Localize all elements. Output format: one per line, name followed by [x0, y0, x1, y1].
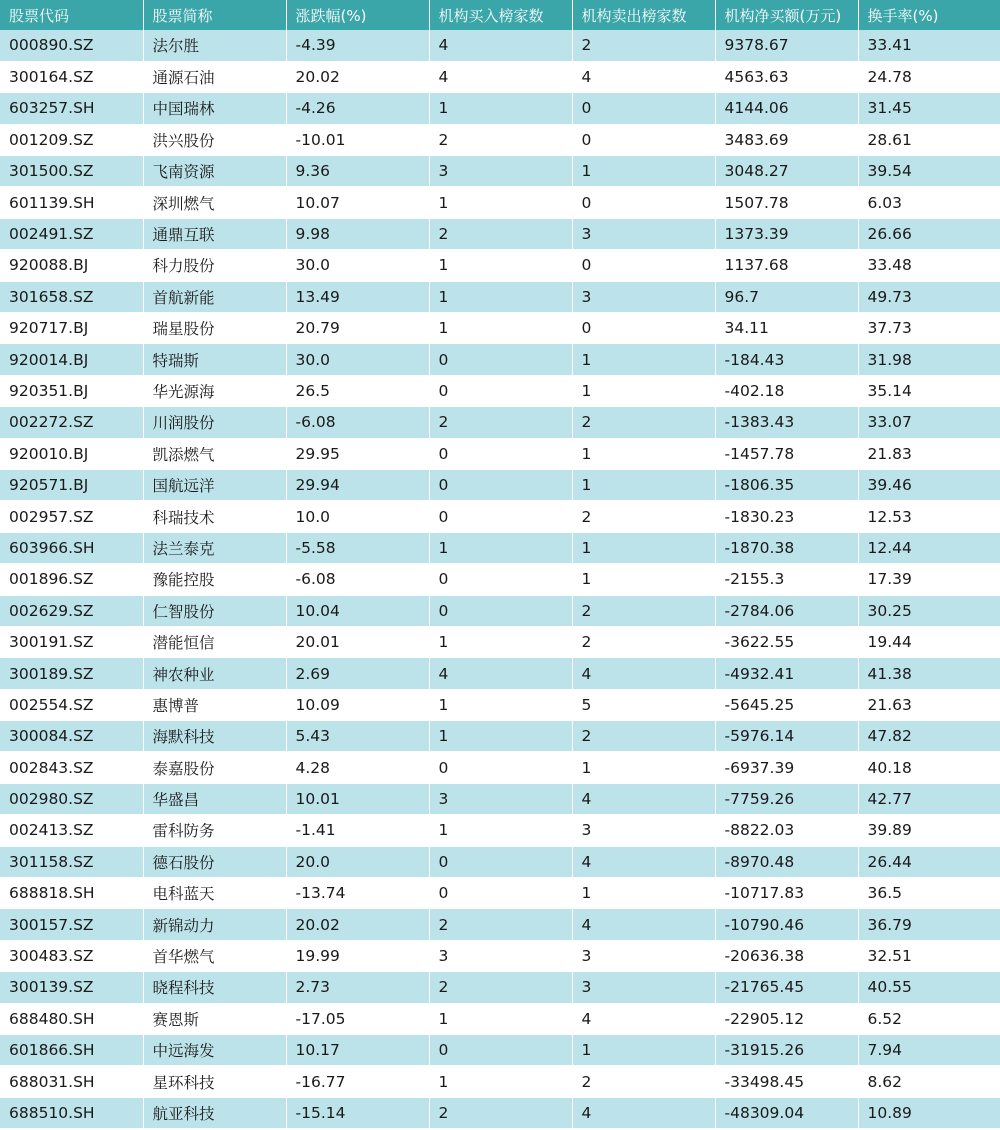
cell-inst-net-buy: -8970.48 — [715, 846, 858, 877]
cell-stock-code: 688818.SH — [0, 878, 143, 909]
cell-stock-name: 雷科防务 — [143, 815, 286, 846]
cell-change-pct: 10.09 — [286, 689, 429, 720]
cell-change-pct: -6.08 — [286, 407, 429, 438]
cell-turnover-rate: 37.73 — [858, 313, 1000, 344]
cell-stock-name: 飞南资源 — [143, 156, 286, 187]
cell-turnover-rate: 17.39 — [858, 564, 1000, 595]
cell-inst-sell-count: 1 — [572, 344, 715, 375]
cell-change-pct: 20.0 — [286, 846, 429, 877]
cell-change-pct: -4.26 — [286, 93, 429, 124]
cell-change-pct: 30.0 — [286, 250, 429, 281]
cell-change-pct: 5.43 — [286, 721, 429, 752]
header-inst-sell-count[interactable]: 机构卖出榜家数 — [572, 0, 715, 30]
cell-inst-buy-count: 1 — [429, 721, 572, 752]
cell-inst-net-buy: -1383.43 — [715, 407, 858, 438]
header-stock-code[interactable]: 股票代码 — [0, 0, 143, 30]
table-row[interactable] — [0, 846, 1000, 877]
cell-inst-net-buy: -4932.41 — [715, 658, 858, 689]
table-row[interactable] — [0, 344, 1000, 375]
table-row[interactable] — [0, 940, 1000, 971]
cell-change-pct: 10.01 — [286, 783, 429, 814]
table-row[interactable] — [0, 1035, 1000, 1066]
header-row — [0, 0, 1000, 30]
cell-inst-buy-count: 0 — [429, 564, 572, 595]
cell-stock-name: 特瑞斯 — [143, 344, 286, 375]
cell-inst-net-buy: 1507.78 — [715, 187, 858, 218]
cell-inst-buy-count: 0 — [429, 469, 572, 500]
cell-stock-name: 神农种业 — [143, 658, 286, 689]
cell-stock-code: 001209.SZ — [0, 124, 143, 155]
cell-inst-sell-count: 4 — [572, 909, 715, 940]
cell-inst-buy-count: 0 — [429, 501, 572, 532]
cell-inst-sell-count: 3 — [572, 815, 715, 846]
cell-inst-buy-count: 0 — [429, 595, 572, 626]
cell-change-pct: 2.69 — [286, 658, 429, 689]
cell-inst-buy-count: 1 — [429, 689, 572, 720]
cell-change-pct: 10.07 — [286, 187, 429, 218]
cell-inst-buy-count: 1 — [429, 1003, 572, 1034]
cell-stock-code: 002957.SZ — [0, 501, 143, 532]
cell-stock-name: 瑞星股份 — [143, 313, 286, 344]
cell-inst-buy-count: 4 — [429, 658, 572, 689]
cell-inst-buy-count: 2 — [429, 124, 572, 155]
cell-inst-net-buy: -2155.3 — [715, 564, 858, 595]
table-row[interactable] — [0, 752, 1000, 783]
cell-stock-code: 002272.SZ — [0, 407, 143, 438]
cell-inst-sell-count: 4 — [572, 61, 715, 92]
cell-stock-code: 688510.SH — [0, 1097, 143, 1128]
cell-inst-sell-count: 0 — [572, 124, 715, 155]
cell-turnover-rate: 24.78 — [858, 61, 1000, 92]
cell-stock-code: 603966.SH — [0, 532, 143, 563]
cell-stock-name: 华盛昌 — [143, 783, 286, 814]
cell-inst-sell-count: 4 — [572, 783, 715, 814]
cell-inst-sell-count: 2 — [572, 721, 715, 752]
cell-stock-name: 星环科技 — [143, 1066, 286, 1097]
cell-inst-net-buy: -1830.23 — [715, 501, 858, 532]
table-row[interactable] — [0, 721, 1000, 752]
cell-inst-buy-count: 1 — [429, 187, 572, 218]
cell-turnover-rate: 33.07 — [858, 407, 1000, 438]
cell-turnover-rate: 8.62 — [858, 1066, 1000, 1097]
cell-stock-code: 301658.SZ — [0, 281, 143, 312]
cell-inst-sell-count: 2 — [572, 30, 715, 61]
cell-inst-net-buy: -10717.83 — [715, 878, 858, 909]
table-row[interactable] — [0, 250, 1000, 281]
cell-stock-code: 688031.SH — [0, 1066, 143, 1097]
cell-turnover-rate: 41.38 — [858, 658, 1000, 689]
cell-change-pct: 10.0 — [286, 501, 429, 532]
cell-inst-buy-count: 2 — [429, 407, 572, 438]
table-row[interactable] — [0, 281, 1000, 312]
cell-stock-code: 002843.SZ — [0, 752, 143, 783]
cell-inst-sell-count: 1 — [572, 752, 715, 783]
cell-inst-net-buy: 4144.06 — [715, 93, 858, 124]
cell-stock-name: 豫能控股 — [143, 564, 286, 595]
cell-stock-name: 新锦动力 — [143, 909, 286, 940]
cell-change-pct: 4.28 — [286, 752, 429, 783]
cell-inst-sell-count: 1 — [572, 375, 715, 406]
cell-turnover-rate: 39.89 — [858, 815, 1000, 846]
header-stock-name[interactable]: 股票简称 — [143, 0, 286, 30]
cell-inst-net-buy: -8822.03 — [715, 815, 858, 846]
cell-turnover-rate: 40.55 — [858, 972, 1000, 1003]
cell-inst-sell-count: 2 — [572, 501, 715, 532]
cell-turnover-rate: 31.45 — [858, 93, 1000, 124]
cell-inst-buy-count: 1 — [429, 532, 572, 563]
table-row[interactable] — [0, 532, 1000, 563]
cell-inst-sell-count: 1 — [572, 564, 715, 595]
cell-change-pct: 29.95 — [286, 438, 429, 469]
cell-turnover-rate: 12.44 — [858, 532, 1000, 563]
cell-turnover-rate: 19.44 — [858, 626, 1000, 657]
cell-inst-sell-count: 1 — [572, 532, 715, 563]
cell-turnover-rate: 36.79 — [858, 909, 1000, 940]
cell-turnover-rate: 26.66 — [858, 218, 1000, 249]
cell-change-pct: -5.58 — [286, 532, 429, 563]
cell-stock-name: 国航远洋 — [143, 469, 286, 500]
cell-stock-name: 川润股份 — [143, 407, 286, 438]
cell-stock-code: 920088.BJ — [0, 250, 143, 281]
cell-stock-code: 603257.SH — [0, 93, 143, 124]
table-row[interactable] — [0, 438, 1000, 469]
cell-change-pct: -17.05 — [286, 1003, 429, 1034]
cell-turnover-rate: 49.73 — [858, 281, 1000, 312]
cell-stock-code: 300164.SZ — [0, 61, 143, 92]
cell-stock-name: 航亚科技 — [143, 1097, 286, 1128]
cell-inst-net-buy: -48309.04 — [715, 1097, 858, 1128]
cell-inst-net-buy: -1457.78 — [715, 438, 858, 469]
cell-stock-name: 科力股份 — [143, 250, 286, 281]
cell-inst-buy-count: 3 — [429, 156, 572, 187]
cell-inst-buy-count: 1 — [429, 281, 572, 312]
cell-inst-buy-count: 0 — [429, 846, 572, 877]
cell-change-pct: 20.02 — [286, 909, 429, 940]
cell-stock-code: 002980.SZ — [0, 783, 143, 814]
cell-inst-sell-count: 2 — [572, 595, 715, 626]
cell-inst-buy-count: 1 — [429, 250, 572, 281]
table-row[interactable] — [0, 1003, 1000, 1034]
cell-inst-net-buy: -20636.38 — [715, 940, 858, 971]
cell-turnover-rate: 33.48 — [858, 250, 1000, 281]
cell-change-pct: 9.98 — [286, 218, 429, 249]
table-row[interactable] — [0, 375, 1000, 406]
cell-inst-sell-count: 0 — [572, 93, 715, 124]
cell-inst-sell-count: 0 — [572, 313, 715, 344]
cell-inst-buy-count: 0 — [429, 344, 572, 375]
cell-inst-buy-count: 1 — [429, 1066, 572, 1097]
cell-stock-code: 002629.SZ — [0, 595, 143, 626]
cell-turnover-rate: 40.18 — [858, 752, 1000, 783]
cell-stock-code: 300191.SZ — [0, 626, 143, 657]
cell-turnover-rate: 7.94 — [858, 1035, 1000, 1066]
table-row[interactable] — [0, 564, 1000, 595]
cell-stock-name: 中国瑞林 — [143, 93, 286, 124]
cell-stock-code: 300084.SZ — [0, 721, 143, 752]
cell-change-pct: -16.77 — [286, 1066, 429, 1097]
cell-inst-buy-count: 1 — [429, 93, 572, 124]
cell-inst-net-buy: 3048.27 — [715, 156, 858, 187]
cell-inst-net-buy: -10790.46 — [715, 909, 858, 940]
header-change-pct[interactable]: 涨跌幅(%) — [286, 0, 429, 30]
table-row[interactable] — [0, 61, 1000, 92]
table-header — [0, 0, 1000, 30]
cell-inst-sell-count: 2 — [572, 407, 715, 438]
cell-stock-name: 泰嘉股份 — [143, 752, 286, 783]
cell-stock-code: 920010.BJ — [0, 438, 143, 469]
cell-inst-sell-count: 4 — [572, 658, 715, 689]
cell-stock-code: 920717.BJ — [0, 313, 143, 344]
cell-change-pct: 20.79 — [286, 313, 429, 344]
cell-change-pct: -13.74 — [286, 878, 429, 909]
table-row[interactable] — [0, 815, 1000, 846]
cell-stock-code: 601139.SH — [0, 187, 143, 218]
header-turnover-rate[interactable]: 换手率(%) — [867, 6, 939, 25]
table-row[interactable] — [0, 783, 1000, 814]
cell-inst-net-buy: 4563.63 — [715, 61, 858, 92]
header-inst-net-buy[interactable]: 机构净买额(万元) — [715, 0, 858, 30]
cell-change-pct: -1.41 — [286, 815, 429, 846]
cell-stock-name: 通鼎互联 — [143, 218, 286, 249]
cell-inst-net-buy: 96.7 — [715, 281, 858, 312]
cell-inst-net-buy: -33498.45 — [715, 1066, 858, 1097]
cell-inst-buy-count: 0 — [429, 878, 572, 909]
cell-stock-name: 凯添燃气 — [143, 438, 286, 469]
cell-change-pct: 30.0 — [286, 344, 429, 375]
cell-inst-net-buy: -6937.39 — [715, 752, 858, 783]
cell-stock-name: 仁智股份 — [143, 595, 286, 626]
cell-stock-name: 德石股份 — [143, 846, 286, 877]
cell-inst-sell-count: 3 — [572, 940, 715, 971]
cell-inst-buy-count: 1 — [429, 313, 572, 344]
cell-stock-name: 首华燃气 — [143, 940, 286, 971]
cell-inst-sell-count: 1 — [572, 156, 715, 187]
cell-inst-net-buy: -5976.14 — [715, 721, 858, 752]
table-row[interactable] — [0, 30, 1000, 61]
table-row[interactable] — [0, 187, 1000, 218]
cell-inst-sell-count: 1 — [572, 469, 715, 500]
cell-inst-buy-count: 4 — [429, 61, 572, 92]
cell-stock-code: 000890.SZ — [0, 30, 143, 61]
cell-turnover-rate: 28.61 — [858, 124, 1000, 155]
cell-stock-name: 首航新能 — [143, 281, 286, 312]
cell-turnover-rate: 21.63 — [858, 689, 1000, 720]
cell-turnover-rate: 30.25 — [858, 595, 1000, 626]
cell-change-pct: 2.73 — [286, 972, 429, 1003]
cell-turnover-rate: 32.51 — [858, 940, 1000, 971]
cell-inst-net-buy: -5645.25 — [715, 689, 858, 720]
cell-inst-sell-count: 4 — [572, 1003, 715, 1034]
cell-turnover-rate: 42.77 — [858, 783, 1000, 814]
table-body — [0, 30, 1000, 1129]
cell-inst-net-buy: -184.43 — [715, 344, 858, 375]
cell-inst-net-buy: 3483.69 — [715, 124, 858, 155]
cell-turnover-rate: 47.82 — [858, 721, 1000, 752]
cell-turnover-rate: 10.89 — [858, 1097, 1000, 1128]
cell-change-pct: 10.17 — [286, 1035, 429, 1066]
cell-stock-code: 002554.SZ — [0, 689, 143, 720]
cell-turnover-rate: 35.14 — [858, 375, 1000, 406]
cell-inst-sell-count: 0 — [572, 250, 715, 281]
cell-inst-sell-count: 2 — [572, 1066, 715, 1097]
cell-stock-name: 洪兴股份 — [143, 124, 286, 155]
cell-inst-sell-count: 1 — [572, 878, 715, 909]
cell-inst-sell-count: 1 — [572, 438, 715, 469]
cell-stock-name: 通源石油 — [143, 61, 286, 92]
cell-stock-code: 002413.SZ — [0, 815, 143, 846]
cell-change-pct: 20.01 — [286, 626, 429, 657]
table-row[interactable] — [0, 658, 1000, 689]
cell-stock-name: 科瑞技术 — [143, 501, 286, 532]
table-row[interactable] — [0, 407, 1000, 438]
table-row[interactable] — [0, 1097, 1000, 1128]
cell-inst-sell-count: 1 — [572, 1035, 715, 1066]
table-row[interactable] — [0, 313, 1000, 344]
cell-inst-sell-count: 2 — [572, 626, 715, 657]
cell-stock-code: 001896.SZ — [0, 564, 143, 595]
cell-inst-net-buy: -31915.26 — [715, 1035, 858, 1066]
table-row[interactable] — [0, 501, 1000, 532]
cell-inst-net-buy: -2784.06 — [715, 595, 858, 626]
cell-stock-code: 300157.SZ — [0, 909, 143, 940]
cell-inst-buy-count: 1 — [429, 815, 572, 846]
cell-turnover-rate: 39.46 — [858, 469, 1000, 500]
table-row[interactable] — [0, 595, 1000, 626]
table-row[interactable] — [0, 124, 1000, 155]
cell-stock-name: 海默科技 — [143, 721, 286, 752]
cell-inst-sell-count: 4 — [572, 1097, 715, 1128]
cell-stock-name: 法兰泰克 — [143, 532, 286, 563]
cell-inst-buy-count: 3 — [429, 940, 572, 971]
table-row[interactable] — [0, 626, 1000, 657]
cell-inst-sell-count: 3 — [572, 281, 715, 312]
cell-inst-net-buy: 9378.67 — [715, 30, 858, 61]
cell-inst-net-buy: 34.11 — [715, 313, 858, 344]
cell-change-pct: -10.01 — [286, 124, 429, 155]
cell-stock-code: 688480.SH — [0, 1003, 143, 1034]
cell-inst-buy-count: 2 — [429, 218, 572, 249]
cell-change-pct: -4.39 — [286, 30, 429, 61]
cell-inst-net-buy: 1373.39 — [715, 218, 858, 249]
cell-inst-net-buy: -1870.38 — [715, 532, 858, 563]
cell-stock-code: 601866.SH — [0, 1035, 143, 1066]
cell-stock-name: 晓程科技 — [143, 972, 286, 1003]
table-row[interactable] — [0, 909, 1000, 940]
cell-stock-name: 惠博普 — [143, 689, 286, 720]
header-inst-buy-count[interactable]: 机构买入榜家数 — [429, 0, 572, 30]
cell-inst-buy-count: 0 — [429, 752, 572, 783]
cell-inst-buy-count: 2 — [429, 972, 572, 1003]
cell-turnover-rate: 21.83 — [858, 438, 1000, 469]
cell-change-pct: 26.5 — [286, 375, 429, 406]
cell-change-pct: 19.99 — [286, 940, 429, 971]
cell-stock-code: 300483.SZ — [0, 940, 143, 971]
table-row[interactable] — [0, 469, 1000, 500]
table-row[interactable] — [0, 878, 1000, 909]
cell-inst-buy-count: 2 — [429, 1097, 572, 1128]
cell-inst-buy-count: 1 — [429, 626, 572, 657]
cell-change-pct: -15.14 — [286, 1097, 429, 1128]
cell-stock-code: 920351.BJ — [0, 375, 143, 406]
cell-stock-code: 920014.BJ — [0, 344, 143, 375]
cell-inst-sell-count: 0 — [572, 187, 715, 218]
cell-turnover-rate: 31.98 — [858, 344, 1000, 375]
cell-inst-buy-count: 0 — [429, 438, 572, 469]
cell-turnover-rate: 39.54 — [858, 156, 1000, 187]
cell-stock-code: 301158.SZ — [0, 846, 143, 877]
cell-turnover-rate: 36.5 — [858, 878, 1000, 909]
cell-turnover-rate: 33.41 — [858, 30, 1000, 61]
table-row[interactable] — [0, 93, 1000, 124]
cell-stock-name: 赛恩斯 — [143, 1003, 286, 1034]
cell-inst-sell-count: 5 — [572, 689, 715, 720]
cell-stock-name: 深圳燃气 — [143, 187, 286, 218]
cell-inst-net-buy: -402.18 — [715, 375, 858, 406]
table-row[interactable] — [0, 1066, 1000, 1097]
cell-stock-code: 301500.SZ — [0, 156, 143, 187]
cell-turnover-rate: 6.52 — [858, 1003, 1000, 1034]
cell-stock-code: 920571.BJ — [0, 469, 143, 500]
cell-inst-sell-count: 4 — [572, 846, 715, 877]
cell-inst-sell-count: 3 — [572, 218, 715, 249]
cell-stock-name: 法尔胜 — [143, 30, 286, 61]
table-row[interactable] — [0, 218, 1000, 249]
cell-change-pct: -6.08 — [286, 564, 429, 595]
cell-change-pct: 29.94 — [286, 469, 429, 500]
cell-stock-name: 电科蓝天 — [143, 878, 286, 909]
cell-inst-net-buy: -21765.45 — [715, 972, 858, 1003]
cell-inst-net-buy: -3622.55 — [715, 626, 858, 657]
cell-change-pct: 13.49 — [286, 281, 429, 312]
table-row[interactable] — [0, 972, 1000, 1003]
cell-stock-code: 300189.SZ — [0, 658, 143, 689]
cell-turnover-rate: 6.03 — [858, 187, 1000, 218]
table-row[interactable] — [0, 689, 1000, 720]
cell-inst-net-buy: -1806.35 — [715, 469, 858, 500]
table-row[interactable] — [0, 156, 1000, 187]
cell-inst-sell-count: 3 — [572, 972, 715, 1003]
cell-turnover-rate: 26.44 — [858, 846, 1000, 877]
cell-change-pct: 10.04 — [286, 595, 429, 626]
cell-stock-code: 300139.SZ — [0, 972, 143, 1003]
cell-inst-net-buy: 1137.68 — [715, 250, 858, 281]
cell-inst-buy-count: 0 — [429, 1035, 572, 1066]
cell-stock-name: 中远海发 — [143, 1035, 286, 1066]
cell-inst-buy-count: 0 — [429, 375, 572, 406]
cell-inst-buy-count: 3 — [429, 783, 572, 814]
cell-stock-name: 潜能恒信 — [143, 626, 286, 657]
cell-stock-name: 华光源海 — [143, 375, 286, 406]
cell-inst-buy-count: 4 — [429, 30, 572, 61]
cell-inst-buy-count: 2 — [429, 909, 572, 940]
cell-change-pct: 20.02 — [286, 61, 429, 92]
cell-turnover-rate: 12.53 — [858, 501, 1000, 532]
cell-stock-code: 002491.SZ — [0, 218, 143, 249]
cell-change-pct: 9.36 — [286, 156, 429, 187]
cell-inst-net-buy: -7759.26 — [715, 783, 858, 814]
cell-inst-net-buy: -22905.12 — [715, 1003, 858, 1034]
